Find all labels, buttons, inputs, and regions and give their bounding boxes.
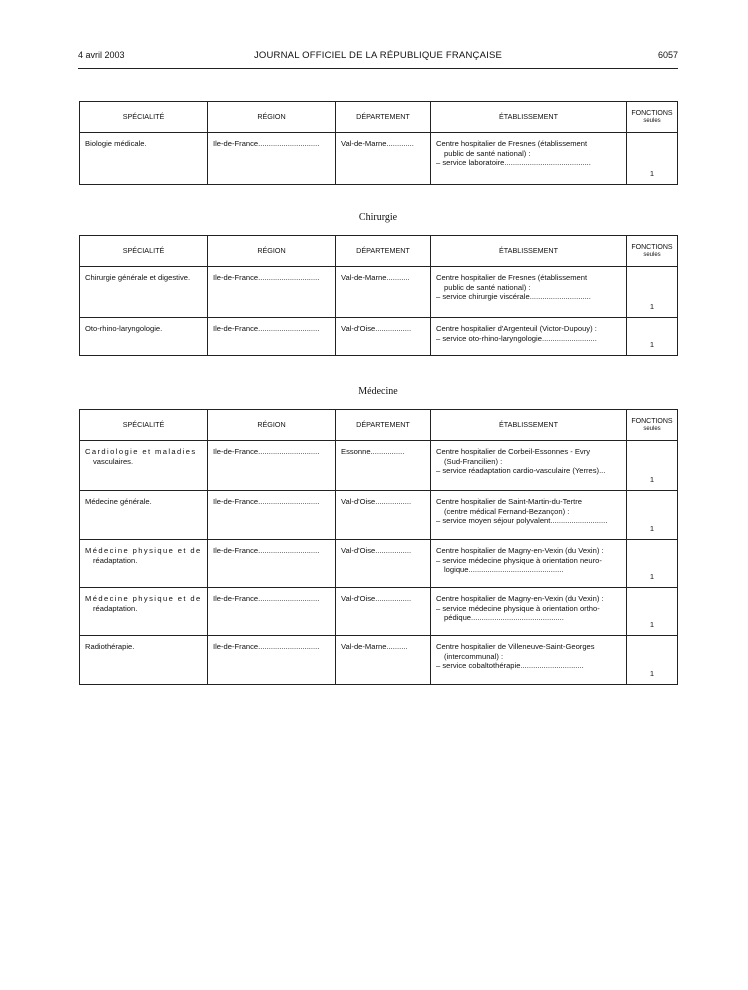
table-row <box>80 636 678 685</box>
col-region: RÉGION <box>208 236 336 267</box>
col-specialite: SPÉCIALITÉ <box>80 410 208 441</box>
col-specialite: SPÉCIALITÉ <box>80 102 208 133</box>
col-etablissement: ÉTABLISSEMENT <box>431 410 627 441</box>
header-rule <box>78 68 678 69</box>
cell-specialite: Chirurgie générale et digestive. <box>80 267 208 318</box>
cell-etablissement: Centre hospitalier de Saint-Martin-du-Tertre (centre médical Fernand-Bezançon) : – service moyen séjour polyvalent........................... <box>431 491 627 540</box>
cell-region: Ile-de-France............................. <box>208 491 336 540</box>
header-date: 4 avril 2003 <box>78 50 125 60</box>
cell-specialite: Biologie médicale. <box>80 133 208 185</box>
col-region: RÉGION <box>208 102 336 133</box>
col-seules-label: seules <box>643 251 661 258</box>
cell-etablissement: Centre hospitalier de Villeneuve-Saint-Georges (intercommunal) : – service cobaltothérapie.............................. <box>431 636 627 685</box>
cell-departement: Essonne................ <box>336 441 431 491</box>
col-etablissement: ÉTABLISSEMENT <box>431 102 627 133</box>
cell-specialite: Médecine physique et de réadaptation. <box>80 588 208 636</box>
cell-etablissement: Centre hospitalier de Fresnes (établissement public de santé national) : – service laboratoire......................................... <box>431 133 627 185</box>
col-fonctions-label: FONCTIONS <box>631 417 673 425</box>
cell-etablissement: Centre hospitalier de Fresnes (établissement public de santé national) : – service chirurgie viscérale............................. <box>431 267 627 318</box>
table-medecine <box>79 409 678 685</box>
cell-region: Ile-de-France............................. <box>208 636 336 685</box>
cell-departement: Val-d'Oise................. <box>336 588 431 636</box>
cell-fonctions: 1 <box>627 491 678 540</box>
cell-etablissement: Centre hospitalier d'Argenteuil (Victor-Dupouy) : – service oto-rhino-laryngologie.......................... <box>431 318 627 356</box>
col-seules-label: seules <box>643 117 661 124</box>
section-title-medecine: Médecine <box>358 386 398 397</box>
cell-departement: Val-de-Marne............. <box>336 133 431 185</box>
cell-specialite: Oto-rhino-laryngologie. <box>80 318 208 356</box>
cell-specialite: Cardiologie et maladies vasculaires. <box>80 441 208 491</box>
cell-region: Ile-de-France............................. <box>208 133 336 185</box>
cell-specialite: Médecine physique et de réadaptation. <box>80 540 208 588</box>
col-region: RÉGION <box>208 410 336 441</box>
cell-specialite: Radiothérapie. <box>80 636 208 685</box>
col-fonctions <box>627 410 678 441</box>
col-departement: DÉPARTEMENT <box>336 236 431 267</box>
cell-etablissement: Centre hospitalier de Magny-en-Vexin (du Vexin) : – service médecine physique à orientation neuro- logique............................................. <box>431 540 627 588</box>
section-title-chirurgie: Chirurgie <box>358 212 398 223</box>
table-row <box>80 540 678 588</box>
col-fonctions <box>627 236 678 267</box>
cell-region: Ile-de-France............................. <box>208 267 336 318</box>
table-row <box>80 588 678 636</box>
table-row <box>80 491 678 540</box>
col-fonctions-label: FONCTIONS <box>631 109 673 117</box>
cell-fonctions: 1 <box>627 588 678 636</box>
page-number: 6057 <box>657 50 678 60</box>
cell-fonctions: 1 <box>627 133 678 185</box>
table-header-row <box>80 102 678 133</box>
cell-specialite: Médecine générale. <box>80 491 208 540</box>
col-seules-label: seules <box>643 425 661 432</box>
cell-departement: Val-de-Marne.......... <box>336 636 431 685</box>
cell-departement: Val-de-Marne........... <box>336 267 431 318</box>
table-header-row <box>80 410 678 441</box>
cell-etablissement: Centre hospitalier de Magny-en-Vexin (du Vexin) : – service médecine physique à orientation ortho- pédique............................................ <box>431 588 627 636</box>
cell-etablissement: Centre hospitalier de Corbeil-Essonnes - Evry (Sud-Francilien) : – service réadaptation cardio-vasculaire (Yerres)... <box>431 441 627 491</box>
cell-departement: Val-d'Oise................. <box>336 540 431 588</box>
col-etablissement: ÉTABLISSEMENT <box>431 236 627 267</box>
page-header <box>78 50 678 64</box>
col-specialite: SPÉCIALITÉ <box>80 236 208 267</box>
cell-fonctions: 1 <box>627 636 678 685</box>
table-biologie <box>79 101 678 185</box>
cell-region: Ile-de-France............................. <box>208 441 336 491</box>
cell-region: Ile-de-France............................. <box>208 588 336 636</box>
table-row <box>80 267 678 318</box>
col-departement: DÉPARTEMENT <box>336 102 431 133</box>
cell-fonctions: 1 <box>627 267 678 318</box>
cell-departement: Val-d'Oise................. <box>336 318 431 356</box>
cell-fonctions: 1 <box>627 540 678 588</box>
cell-departement: Val-d'Oise................. <box>336 491 431 540</box>
table-header-row <box>80 236 678 267</box>
col-departement: DÉPARTEMENT <box>336 410 431 441</box>
cell-fonctions: 1 <box>627 441 678 491</box>
journal-title: JOURNAL OFFICIEL DE LA RÉPUBLIQUE FRANÇAISE <box>253 50 503 61</box>
table-row <box>80 318 678 356</box>
cell-region: Ile-de-France............................. <box>208 318 336 356</box>
col-fonctions <box>627 102 678 133</box>
table-row <box>80 133 678 185</box>
table-chirurgie <box>79 235 678 356</box>
cell-region: Ile-de-France............................. <box>208 540 336 588</box>
table-row <box>80 441 678 491</box>
cell-fonctions: 1 <box>627 318 678 356</box>
col-fonctions-label: FONCTIONS <box>631 243 673 251</box>
